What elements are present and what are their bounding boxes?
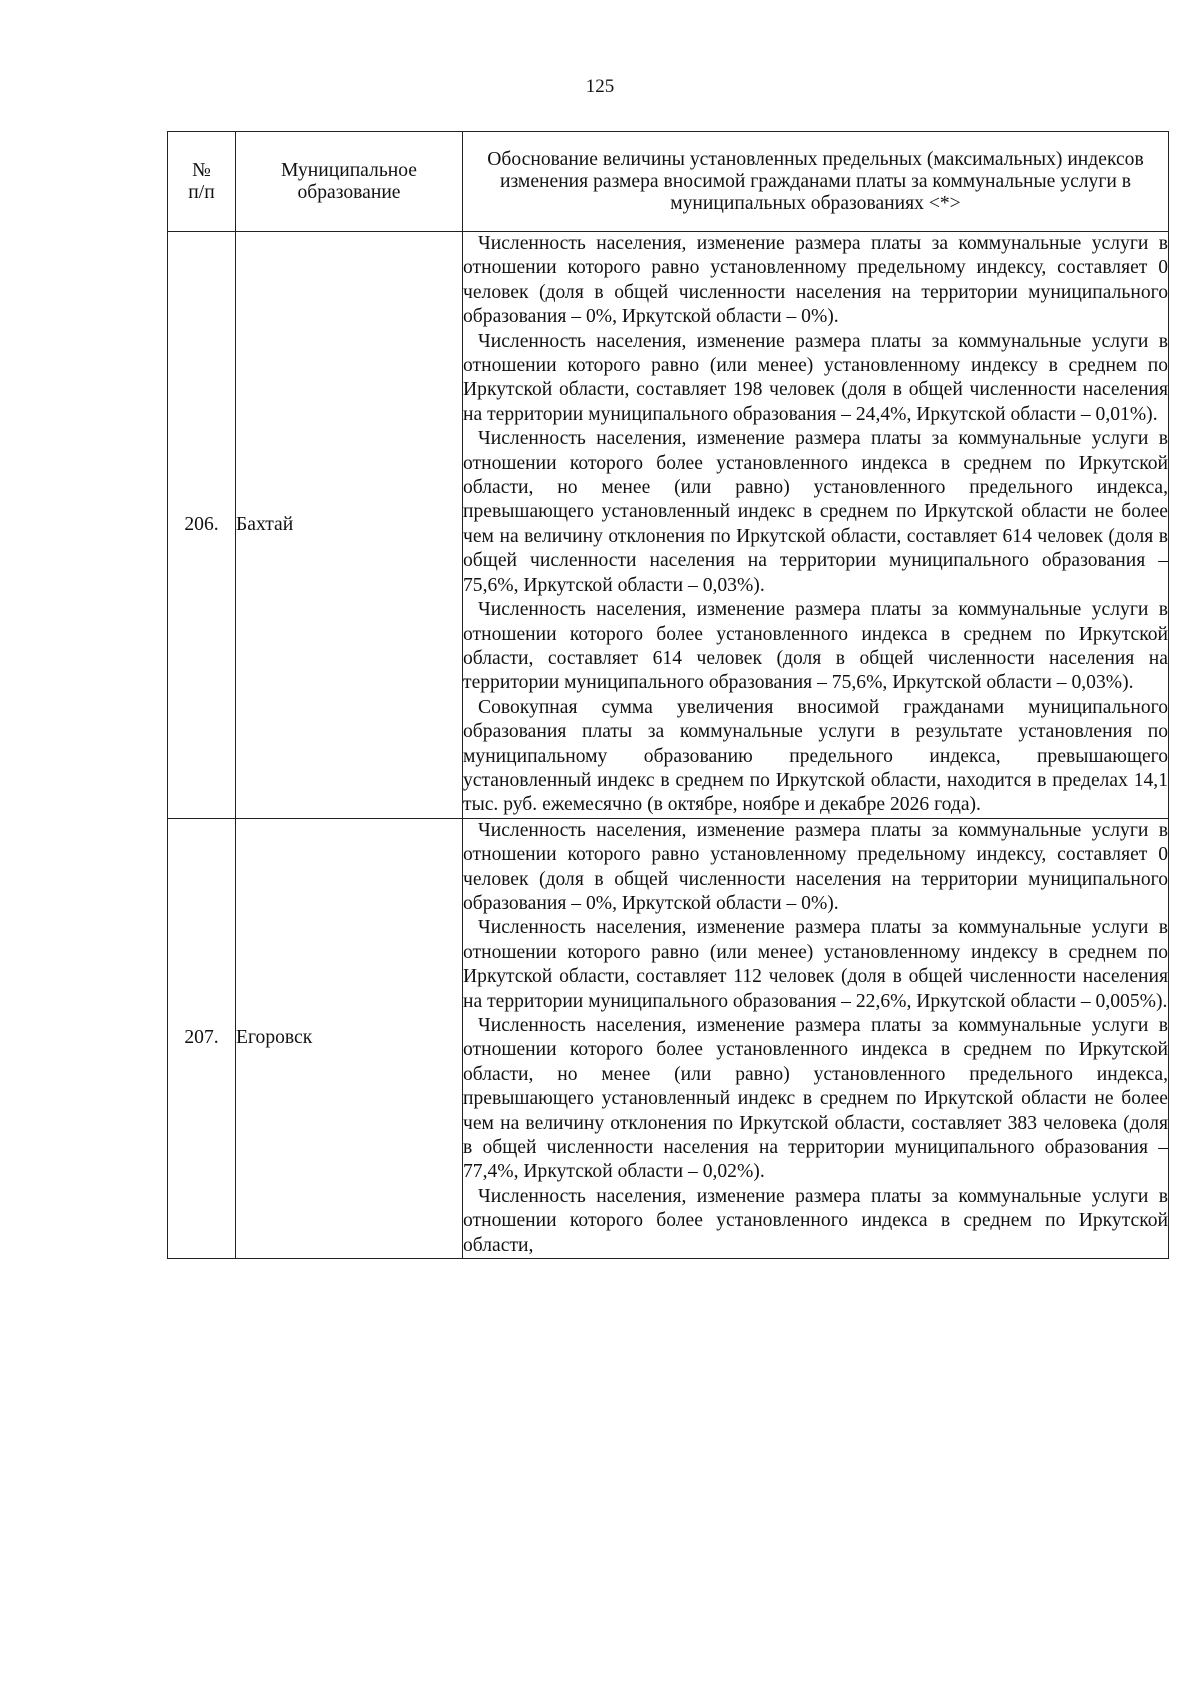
justification-paragraph: Совокупная сумма увеличения вносимой гражданами муниципального образования платы за коммунальные услуги в результате установления по муниципальному образованию предельного индекса, превышающего установленный индекс в среднем по Иркутской области, находится в пределах 14,1 тыс. руб. ежемесячно (в октябре, ноябре и декабре 2026 года). [463,696,1168,816]
justification-cell [463,232,1169,819]
header-number [168,132,236,232]
justification-paragraph: Численность населения, изменение размера платы за коммунальные услуги в отношении которого равно установленному предельному индексу, составляет 0 человек (доля в общей численности населения на территории муниципального образования – 0%, Иркутской области – 0%). [463,819,1168,914]
justification-paragraph: Численность населения, изменение размера платы за коммунальные услуги в отношении которого равно (или менее) установленному индексу в среднем по Иркутской области, составляет 198 человек (доля в общей численности населения на территории муниципального образования – 24,4%, Иркутской области – 0,01%). [463,330,1168,425]
header-justification-label: Обоснование величины установленных предельных (максимальных) индексов изменения размера вносимой гражданами платы за коммунальные услуги в муниципальных образованиях <*> [487,148,1144,214]
page-number: 125 [585,76,615,97]
table-row [168,818,1169,1258]
justification-paragraph: Численность населения, изменение размера платы за коммунальные услуги в отношении которого равно установленному предельному индексу, составляет 0 человек (доля в общей численности населения на территории муниципального образования – 0%, Иркутской области – 0%). [463,233,1168,328]
row-number: 207. [168,818,236,1258]
header-number-label: № п/п [188,159,215,203]
justification-paragraph: Численность населения, изменение размера платы за коммунальные услуги в отношении которого более установленного индекса в среднем по Иркутской области, [463,1185,1168,1256]
table-header-row [168,132,1169,232]
row-number: 206. [168,232,236,819]
justification-paragraph: Численность населения, изменение размера платы за коммунальные услуги в отношении которого более установленного индекса в среднем по Иркутской области, но менее (или равно) установленного предельного индекса, превышающего установленный индекс в среднем по Иркутской области не более чем на величину отклонения по Иркутской области, составляет 614 человек (доля в общей численности населения на территории муниципального образования – 75,6%, Иркутской области – 0,03%). [463,428,1168,596]
municipality-name: Егоровск [236,818,463,1258]
justification-paragraph: Численность населения, изменение размера платы за коммунальные услуги в отношении которого более установленного индекса в среднем по Иркутской области, составляет 614 человек (доля в общей численности населения на территории муниципального образования – 75,6%, Иркутской области – 0,03%). [463,599,1168,694]
header-municipality [236,132,463,232]
municipality-name: Бахтай [236,232,463,819]
justification-cell [463,818,1169,1258]
index-justification-table [167,131,1169,1259]
justification-paragraph: Численность населения, изменение размера платы за коммунальные услуги в отношении которого более установленного индекса в среднем по Иркутской области, но менее (или равно) установленного предельного индекса, превышающего установленный индекс в среднем по Иркутской области не более чем на величину отклонения по Иркутской области, составляет 383 человека (доля в общей численности населения на территории муниципального образования – 77,4%, Иркутской области – 0,02%). [463,1015,1168,1183]
table-row [168,232,1169,819]
header-municipality-label: Муниципальное образование [281,159,417,203]
header-justification [463,132,1169,232]
justification-paragraph: Численность населения, изменение размера платы за коммунальные услуги в отношении которого равно (или менее) установленному индексу в среднем по Иркутской области, составляет 112 человек (доля в общей численности населения на территории муниципального образования – 22,6%, Иркутской области – 0,005%). [463,917,1168,1012]
